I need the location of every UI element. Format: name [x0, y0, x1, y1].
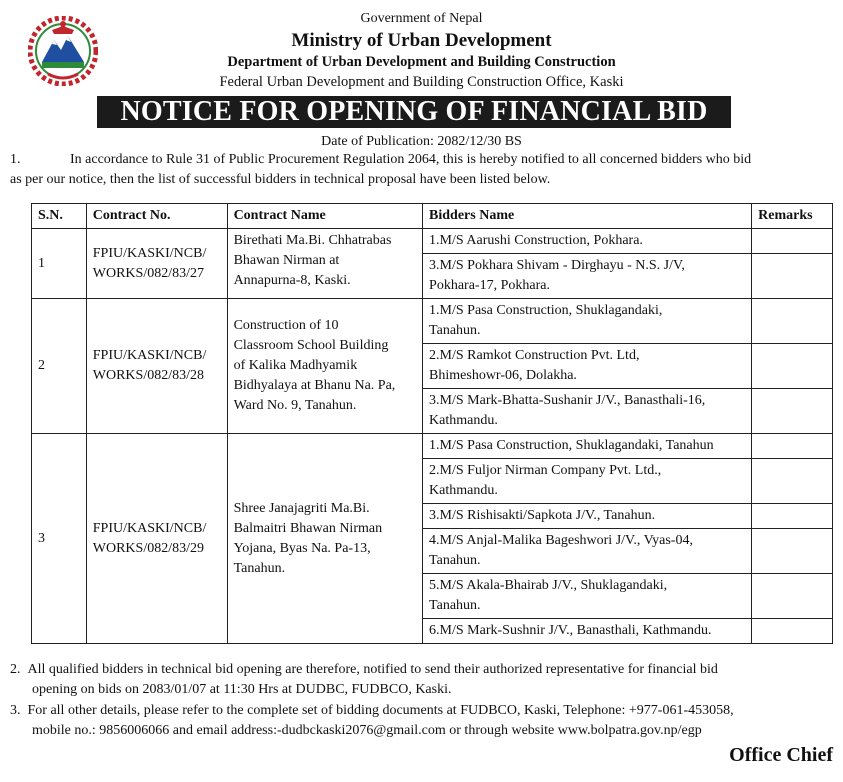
- contract-no-cell: [86, 229, 227, 299]
- col-header-contract-name: Contract Name: [227, 204, 422, 229]
- paragraph-text: mobile no.: 9856006066 and email address:-dudbckaski2076@gmail.com or through website www.bolpatra.gov.np/egp: [32, 723, 702, 738]
- bidder-line: 2.M/S Fuljor Nirman Company Pvt. Ltd.,: [429, 463, 662, 478]
- contract-name-line: Balmaitri Bhawan Nirman: [233, 520, 383, 536]
- contract-no-line: FPIU/KASKI/NCB/: [92, 245, 207, 261]
- bidder-cell: [423, 299, 752, 344]
- remarks-cell: [752, 389, 833, 434]
- col-header-remarks: Remarks: [752, 204, 833, 229]
- col-header-bidders-name: Bidders Name: [423, 204, 752, 229]
- contract-no-line: WORKS/082/83/27: [92, 265, 204, 281]
- contract-name-cell: [227, 299, 422, 434]
- paragraph-text: All qualified bidders in technical bid opening are therefore, notified to send their authorized representative for financial bid: [27, 662, 718, 677]
- bidder-line: 1.M/S Pasa Construction, Shuklagandaki,: [429, 303, 663, 318]
- sn-cell: 2: [32, 299, 87, 434]
- bidder-line: Tanahun.: [429, 323, 481, 338]
- contract-name-line: Tanahun.: [233, 560, 286, 576]
- office-chief-signature: Office Chief: [729, 744, 833, 766]
- paragraph-number: 3.: [10, 703, 21, 718]
- bidder-line: Kathmandu.: [429, 483, 498, 498]
- remarks-cell: [752, 459, 833, 504]
- remarks-cell: [752, 504, 833, 529]
- bidder-cell: [423, 574, 752, 619]
- bidder-line: 4.M/S Anjal-Malika Bageshwori J/V., Vyas-04,: [429, 533, 693, 548]
- bidder-line: Tanahun.: [429, 553, 481, 568]
- remarks-cell: [752, 299, 833, 344]
- contract-name-line: Shree Janajagriti Ma.Bi.: [233, 500, 370, 516]
- contract-name-line: Yojana, Byas Na. Pa-13,: [233, 540, 371, 556]
- bidder-line: 1.M/S Aarushi Construction, Pokhara.: [429, 233, 643, 248]
- bidder-cell: [423, 434, 752, 459]
- bidder-cell: [423, 619, 752, 644]
- bidder-line: 3.M/S Rishisakti/Sapkota J/V., Tanahun.: [429, 508, 656, 523]
- sn-cell: 3: [32, 434, 87, 644]
- paragraph-2: [10, 660, 830, 700]
- government-heading: Government of Nepal: [360, 11, 483, 26]
- paragraph-number: 1.: [10, 152, 21, 167]
- bidder-line: 5.M/S Akala-Bhairab J/V., Shuklagandaki,: [429, 578, 668, 593]
- contract-no-line: FPIU/KASKI/NCB/: [92, 520, 207, 536]
- bidder-cell: [423, 229, 752, 254]
- contract-name-line: Bhawan Nirman at: [233, 253, 340, 268]
- sn-cell: 1: [32, 229, 87, 299]
- paragraph-3: [10, 701, 830, 741]
- bidder-cell: [423, 254, 752, 299]
- contract-name-line: Classroom School Building: [233, 338, 389, 353]
- contract-no-line: WORKS/082/83/29: [92, 540, 204, 556]
- table-row: [32, 299, 833, 344]
- contract-no-cell: [86, 434, 227, 644]
- contract-no-line: FPIU/KASKI/NCB/: [92, 348, 207, 363]
- paragraph-text: as per our notice, then the list of successful bidders in technical proposal have been listed below.: [10, 172, 551, 187]
- bidder-line: 2.M/S Ramkot Construction Pvt. Ltd,: [429, 348, 640, 363]
- publication-date: Date of Publication: 2082/12/30 BS: [321, 134, 522, 149]
- notice-title-banner: NOTICE FOR OPENING OF FINANCIAL BID: [97, 96, 731, 128]
- remarks-cell: [752, 434, 833, 459]
- table-row: [32, 434, 833, 459]
- col-header-sn: S.N.: [32, 204, 87, 229]
- remarks-cell: [752, 529, 833, 574]
- contract-name-line: Bidhyalaya at Bhanu Na. Pa,: [233, 378, 396, 393]
- bidder-line: Pokhara-17, Pokhara.: [429, 278, 550, 293]
- remarks-cell: [752, 619, 833, 644]
- bidder-line: Tanahun.: [429, 598, 481, 613]
- contract-name-cell: [227, 434, 422, 644]
- bidder-line: 1.M/S Pasa Construction, Shuklagandaki, Tanahun: [429, 438, 714, 453]
- contract-name-line: Birethati Ma.Bi. Chhatrabas: [233, 233, 392, 248]
- contract-no-line: WORKS/082/83/28: [92, 368, 204, 383]
- table-header-row: [32, 204, 833, 229]
- remarks-cell: [752, 254, 833, 299]
- bidder-cell: [423, 459, 752, 504]
- bidder-line: 3.M/S Pokhara Shivam - Dirghayu - N.S. J/V,: [429, 258, 685, 273]
- bidders-table: [31, 203, 833, 644]
- paragraph-text: opening on bids on 2083/01/07 at 11:30 Hrs at DUDBC, FUDBCO, Kaski.: [32, 682, 452, 697]
- bidder-cell: [423, 344, 752, 389]
- contract-name-line: Annapurna-8, Kaski.: [233, 273, 351, 288]
- bidder-line: Kathmandu.: [429, 413, 498, 428]
- bidder-line: Bhimeshowr-06, Dolakha.: [429, 368, 577, 383]
- remarks-cell: [752, 229, 833, 254]
- contract-name-line: Construction of 10: [233, 318, 339, 333]
- contract-name-line: Ward No. 9, Tanahun.: [233, 398, 357, 413]
- paragraph-text: In accordance to Rule 31 of Public Procurement Regulation 2064, this is hereby notified to all concerned bidders who bid: [70, 152, 752, 167]
- contract-name-cell: [227, 229, 422, 299]
- col-header-contract-no: Contract No.: [86, 204, 227, 229]
- contract-name-line: of Kalika Madhyamik: [233, 358, 358, 373]
- department-heading: Department of Urban Development and Building Construction: [227, 54, 616, 70]
- paragraph-1: [10, 150, 830, 190]
- bidder-cell: [423, 389, 752, 434]
- bidder-cell: [423, 504, 752, 529]
- bidder-cell: [423, 529, 752, 574]
- bidder-line: 3.M/S Mark-Bhatta-Sushanir J/V., Banasthali-16,: [429, 393, 706, 408]
- contract-no-cell: [86, 299, 227, 434]
- ministry-heading: Ministry of Urban Development: [291, 30, 552, 51]
- remarks-cell: [752, 344, 833, 389]
- remarks-cell: [752, 574, 833, 619]
- office-heading: Federal Urban Development and Building Construction Office, Kaski: [219, 74, 624, 90]
- bidder-line: 6.M/S Mark-Sushnir J/V., Banasthali, Kathmandu.: [429, 623, 712, 638]
- table-row: [32, 229, 833, 254]
- paragraph-number: 2.: [10, 662, 21, 677]
- paragraph-text: For all other details, please refer to the complete set of bidding documents at FUDBCO, Kaski, Telephone: +977-061-453058,: [27, 703, 734, 718]
